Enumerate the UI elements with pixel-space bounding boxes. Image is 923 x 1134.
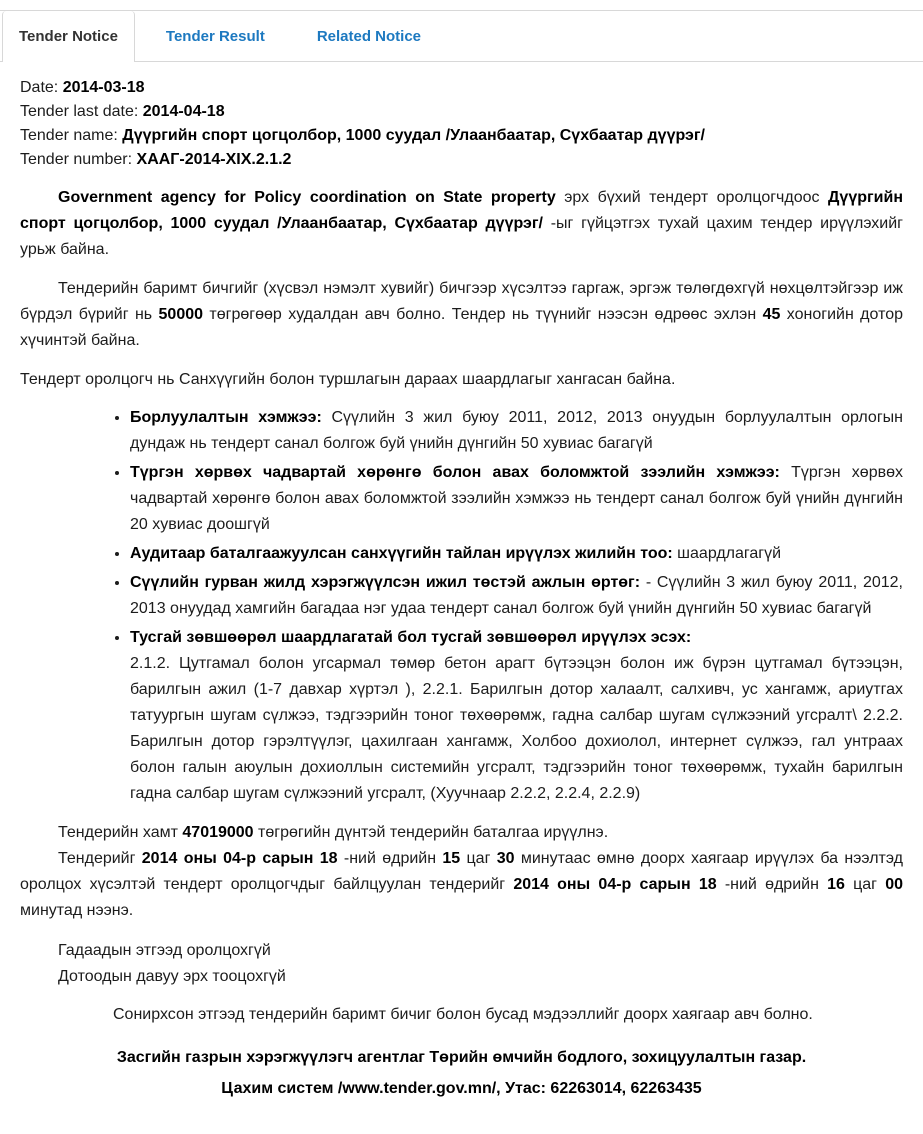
invitation-paragraph: Government agency for Policy coordination on State property эрх бүхий тендерт оролцогчдоос Дүүргийн спорт цогцолбор, 1000 суудал /Улаанбаатар, Сүхбаатар дүүрэг/ -ыг гүйцэтгэх тухай цахим тендер ирүүлэхийг урьж байна. xyxy=(20,189,904,258)
requirements-list xyxy=(20,405,903,807)
tender-number-line xyxy=(20,148,903,172)
requirement-item-audit: • Аудитаар баталгаажуулсан санхүүгийн тайлан ирүүлэх жилийн тоо: шаардлагагүй xyxy=(130,541,903,567)
tender-last-date-line xyxy=(20,100,903,124)
tab-tender-result[interactable]: Tender Result xyxy=(165,27,265,45)
tender-number-label: Tender number: xyxy=(20,151,133,168)
agency-contact: Цахим систем /www.tender.gov.mn/, Утас: 62263014, 62263435 xyxy=(221,1080,702,1097)
tab-tender-notice[interactable]: Tender Notice xyxy=(2,11,135,62)
requirement-item-license: • Тусгай зөвшөөрөл шаардлагатай бол тусгай зөвшөөрөл ирүүлэх эсэх: 2.1.2. Цутгамал болон угсармал төмөр бетон арагт бүтээцэн болон иж бүрэн цутгамал бүтээцэн, барилгын ажил (1-7 давхар хүртэл ), 2.2.1. Барилгын дотор халаалт, салхивч, ус хангамж, ариутгах татуургын шугам сүлжээ, тэдгээрийн тоног төхөөрөмж, гадна салбар шугам сүлжээний угсралт\ 2.2.2. Барилгын дотор гэрэлтүүлэг, цахилгаан хангамж, Холбоо дохиолол, интернет сүлжээ, гал унтраах болон галын аюулын дохиоллын системийн угсралт, тэдгээрийн тоног төхөөрөмж, тухайн барилгын гадна салбар шугам сүлжээний угсралт, (Хуучнаар 2.2.2, 2.2.4, 2.2.9) xyxy=(130,625,903,807)
tab-bar xyxy=(0,10,923,62)
last-date-label: Tender last date: xyxy=(20,103,139,120)
agency-name: Засгийн газрын хэрэгжүүлэгч агентлаг Төрийн өмчийн бодлого, зохицуулалтын газар. xyxy=(116,1049,807,1066)
participation-notes xyxy=(20,938,903,990)
requirement-item-similar-works: • Сүүлийн гурван жилд хэрэгжүүлсэн ижил төстэй ажлын өртөг: - Сүүлийн 3 жил буюу 2011, 2012, 2013 онуудад хамгийн багадаа нэг удаа тендерт санал болгож буй үнийн дүнгийн 50 хувиас багагүй xyxy=(130,570,903,622)
tender-name-label: Tender name: xyxy=(20,127,118,144)
requirement-item-sales: • Борлуулалтын хэмжээ: Сүүлийн 3 жил буюу 2011, 2012, 2013 онуудын борлуулалтын орлогын дундаж нь тендерт санал болгож буй үнийн дүнгийн 50 хувиас багагүй xyxy=(130,405,903,457)
last-date-value: 2014-04-18 xyxy=(142,103,225,120)
date-value: 2014-03-18 xyxy=(62,79,145,96)
tender-number-value: ХААГ-2014-XIX.2.1.2 xyxy=(136,151,292,168)
note-domestic: Дотоодын давуу эрх тооцохгүй xyxy=(58,968,286,985)
date-label: Date: xyxy=(20,79,59,96)
info-line: Сонирхсон этгээд тендерийн баримт бичиг болон бусад мэдээллийг доорх хаягаар авч болно. xyxy=(113,1006,813,1023)
guarantee-paragraph: Тендерийн хамт 47019000 төгрөгийн дүнтэй тендерийн баталгаа ирүүлнэ. xyxy=(58,824,609,841)
tender-name-value: Дүүргийн спорт цогцолбор, 1000 суудал /Улаанбаатар, Сүхбаатар дүүрэг/ xyxy=(122,127,705,144)
deadline-paragraph: Тендерийг 2014 оны 04-р сарын 18 -ний өдрийн 15 цаг 30 минутаас өмнө доорх хаягаар ирүүлэх ба нээлтэд оролцох хүсэлтэй тендерт оролцогчдыг байлцуулан тендерийг 2014 оны 04-р сарын 18 -ний өдрийн 16 цаг 00 минутад нээнэ. xyxy=(20,850,904,919)
tab-related-notice[interactable]: Related Notice xyxy=(316,27,422,45)
requirements-intro: Тендерт оролцогч нь Санхүүгийн болон туршлагын дараах шаардлагыг хангасан байна. xyxy=(20,371,676,388)
tender-name-line xyxy=(20,124,903,148)
tender-notice-content xyxy=(0,62,923,1134)
note-foreign: Гадаадын этгээд оролцохгүй xyxy=(58,942,271,959)
agency-footer xyxy=(20,1042,903,1104)
documents-paragraph: Тендерийн баримт бичгийг (хүсвэл нэмэлт хувийг) бичгээр хүсэлтээ гаргаж, эргэж төлөгдөхгүй нөхцөлтэйгээр иж бүрдэл бүрийг нь 50000 төгрөгөөр худалдан авч болно. Тендер нь түүнийг нээсэн өдрөөс эхлэн 45 хоногийн дотор хүчинтэй байна. xyxy=(20,280,904,349)
requirement-item-liquidity: • Түргэн хөрвөх чадвартай хөрөнгө болон авах боломжтой зээлийн хэмжээ: Түргэн хөрвөх чадвартай хөрөнгө болон авах боломжтой зээлийн хэмжээ нь тендерт санал болгож буй үнийн дүнгийн 20 хувиас доошгүй xyxy=(130,460,903,538)
tender-meta xyxy=(20,76,903,172)
tender-date-line xyxy=(20,76,903,100)
